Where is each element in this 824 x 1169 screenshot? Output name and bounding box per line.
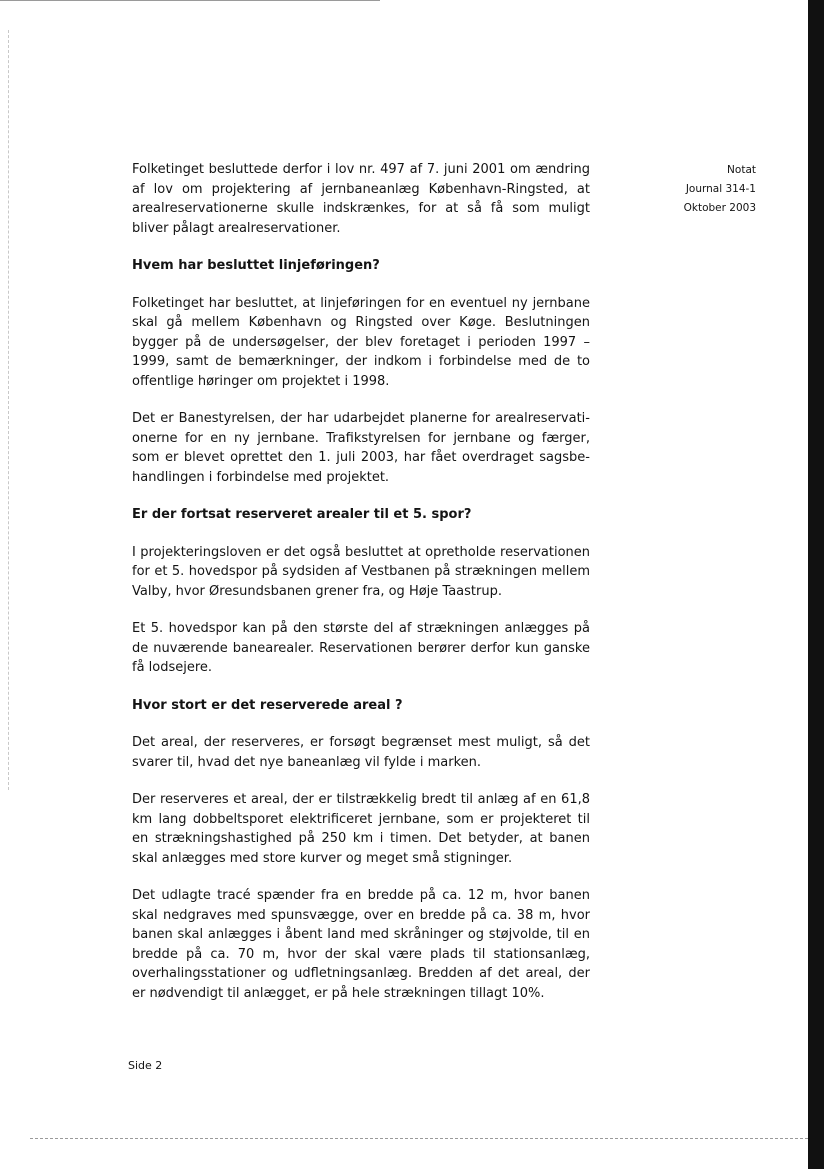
meta-journal: Journal 314-1 — [685, 183, 756, 195]
paragraph: Et 5. hovedspor kan på den største del af strækningen anlægges på de nuværende banearealer. Reservationen berører derfor kun ganske få lodsejere. — [132, 621, 590, 675]
paragraph: Der reserveres et areal, der er tilstrækkelig bredt til anlæg af en 61,8 km lang dobbeltsporet elektrificeret jernbane, som er projekteret til en strækningshastighed på 250 km i timen. Det betyder, at banen skal anlægges med store kurver og meget små stigninger. — [132, 792, 590, 866]
scan-edge-top — [0, 0, 380, 1]
section-heading: Hvem har besluttet linjeføringen? — [132, 258, 380, 273]
section-heading: Er der fortsat reserveret arealer til et 5. spor? — [132, 507, 472, 522]
meta-date: Oktober 2003 — [683, 202, 756, 214]
paragraph: Det areal, der reserveres, er forsøgt begrænset mest muligt, så det svarer til, hvad det nye baneanlæg vil fylde i marken. — [132, 735, 590, 770]
meta-type: Notat — [727, 164, 756, 176]
scan-edge-bottom — [30, 1138, 808, 1140]
document-body — [132, 160, 590, 1021]
page-number: Side 2 — [128, 1059, 163, 1072]
section-heading: Hvor stort er det reserverede areal ? — [132, 697, 403, 713]
paragraph: I projekteringsloven er det også besluttet at opretholde reservationen for et 5. hovedspor på sydsiden af Vestbanen på strækningen mellem Valby, hvor Øresundsbanen grener fra, og Høje Taastrup. — [132, 544, 590, 599]
scan-edge-right — [808, 0, 824, 1169]
paragraph: Folketinget besluttede derfor i lov nr. 497 af 7. juni 2001 om ændring af lov om projektering af jernbaneanlæg København-Ringsted, at arealreservationerne skulle indskrænkes, for at så få som muligt bliver pålagt arealreservationer. — [132, 162, 590, 236]
document-meta — [640, 161, 756, 218]
scan-edge-left — [8, 30, 10, 790]
paragraph: Det udlagte tracé spænder fra en bredde på ca. 12 m, hvor banen skal nedgraves med spunsvægge, over en bredde på ca. 38 m, hvor banen skal anlægges i åbent land med skråninger og støjvolde, til en bredde på ca. 70 m, hvor der skal være plads til stationsanlæg, overhalingsstationer og udfletningsanlæg. Bredden af det areal, der er nødvendigt til anlægget, er på hele strækningen tillagt 10%. — [132, 888, 590, 1001]
paragraph: Det er Banestyrelsen, der har udarbejdet planerne for arealreservationerne for en ny jernbane. Trafikstyrelsen for jernbane og færger, som er blevet oprettet den 1. juli 2003, har fået overdraget sagsbehandlingen i forbindelse med projektet. — [132, 411, 590, 485]
paragraph: Folketinget har besluttet, at linjeføringen for en eventuel ny jernbane skal gå mellem København og Ringsted over Køge. Beslutningen bygger på de undersøgelser, der blev foretaget i perioden 1997 – 1999, samt de bemærkninger, der indkom i forbindelse med de to offentlige høringer om projektet i 1998. — [132, 295, 590, 389]
